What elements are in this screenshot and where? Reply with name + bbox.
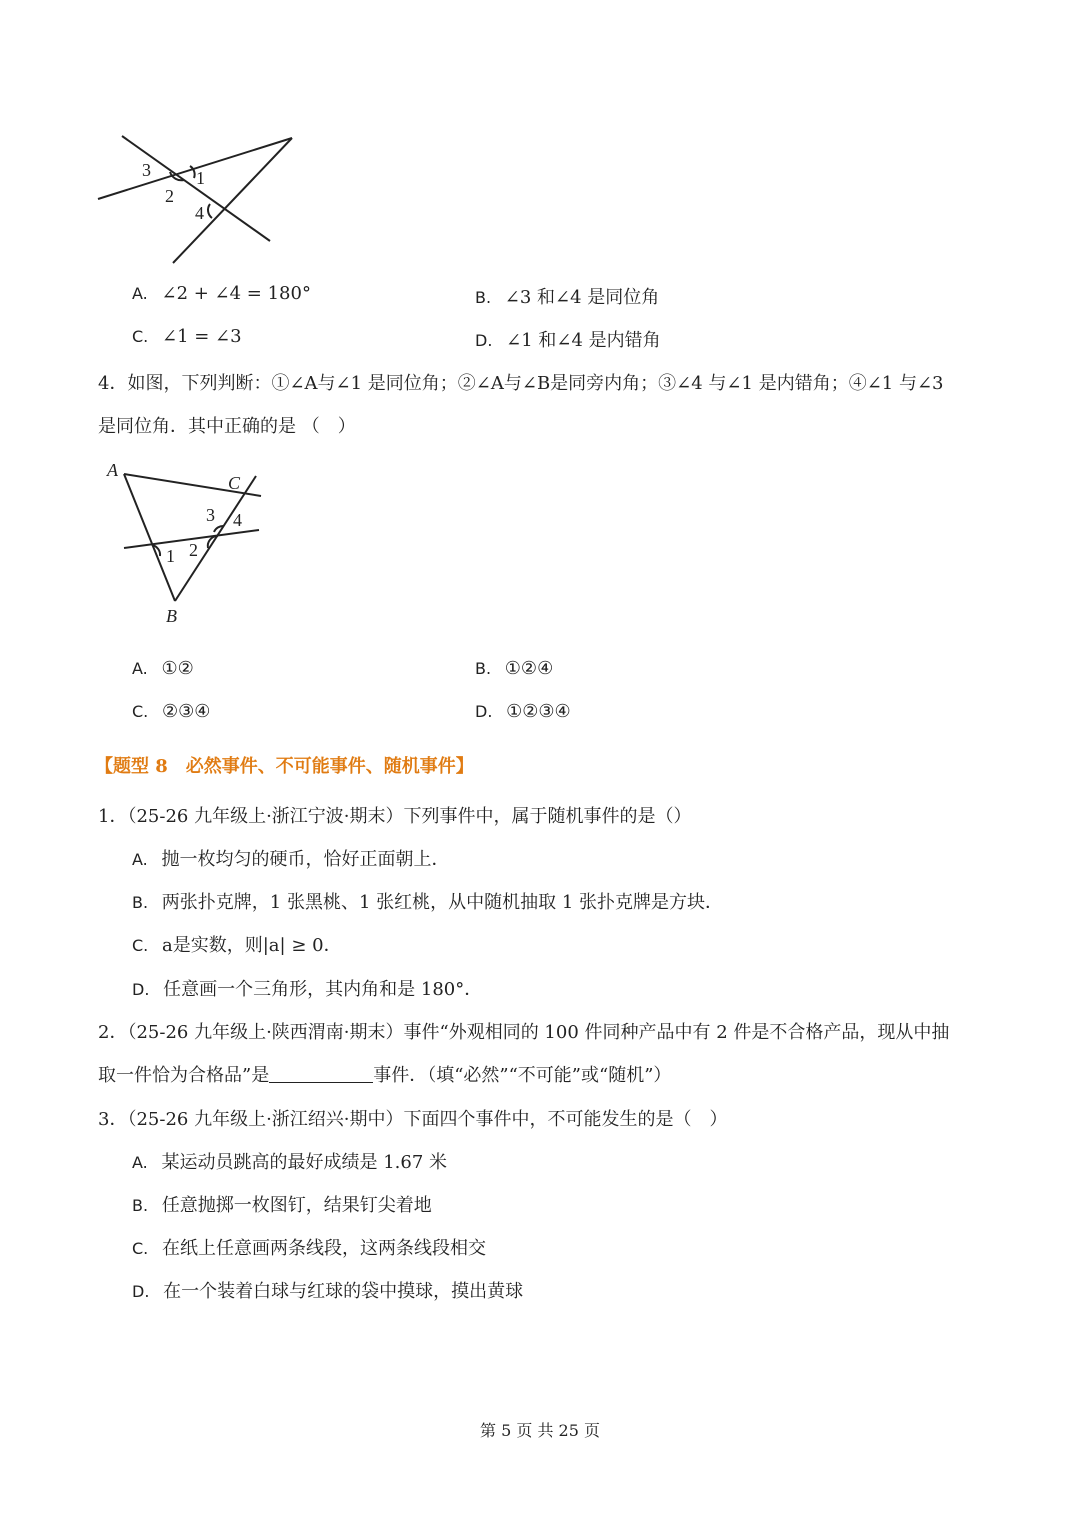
fig1-label-4: 4 (195, 203, 204, 223)
p3-option-d: D. 在一个装着白球与红球的袋中摸球，摸出黄球 (132, 1281, 524, 1302)
fig2-label-2: 2 (189, 540, 198, 560)
fig2-label-3: 3 (206, 505, 215, 525)
answer-blank[interactable] (269, 1064, 373, 1083)
p1-stem: 1．（25-26 九年级上·浙江宁波·期末）下列事件中，属于随机事件的是（） (98, 806, 692, 827)
fig2-line-ac (124, 474, 261, 496)
fig2-label-4: 4 (233, 510, 242, 530)
fig2-label-b: B (166, 606, 177, 626)
fig2-label-1: 1 (166, 546, 175, 566)
q3-option-a: A. ∠2 + ∠4 = 180° (132, 283, 311, 304)
q3-option-b: B. ∠3 和∠4 是同位角 (475, 287, 660, 308)
q3-option-c: C. ∠1 = ∠3 (132, 326, 242, 347)
q4-option-d: D. ①②③④ (475, 701, 571, 722)
fig2-line-ab (124, 474, 175, 601)
q4-stem-line1: 4．如图，下列判断：①∠A与∠1 是同位角；②∠A与∠B是同旁内角；③∠4 与∠1 是内错角；④∠1 与∠3 (98, 373, 944, 394)
fig1-label-3: 3 (142, 160, 151, 180)
q4-option-a: A. ①② (132, 658, 194, 679)
q4-option-b: B. ①②④ (475, 658, 554, 679)
fig2-line-bc (175, 476, 256, 601)
q3-option-d: D. ∠1 和∠4 是内错角 (475, 330, 661, 351)
p3-stem: 3．（25-26 九年级上·浙江绍兴·期中）下面四个事件中，不可能发生的是（ ） (98, 1109, 728, 1130)
p1-option-a: A. 抛一枚均匀的硬币，恰好正面朝上． (132, 849, 450, 870)
p2-line1: 2．（25-26 九年级上·陕西渭南·期末）事件“外观相同的 100 件同种产品中有 2 件是不合格产品，现从中抽 (98, 1022, 950, 1043)
p3-option-c: C. 在纸上任意画两条线段，这两条线段相交 (132, 1238, 486, 1259)
p1-option-b: B. 两张扑克牌，1 张黑桃、1 张红桃，从中随机抽取 1 张扑克牌是方块． (132, 892, 724, 913)
p1-option-c: C. a是实数，则|a| ≥ 0． (132, 935, 342, 956)
p2-line2: 取一件恰为合格品”是 事件．（填“必然”“不可能”或“随机”） (98, 1065, 672, 1086)
fig2-label-c: C (228, 473, 241, 493)
p1-option-d: D. 任意画一个三角形，其内角和是 180°． (132, 979, 483, 1000)
section-heading: 【题型 8 必然事件、不可能事件、随机事件】 (95, 756, 474, 777)
p3-option-b: B. 任意抛掷一枚图钉，结果钉尖着地 (132, 1195, 432, 1216)
p3-option-a: A. 某运动员跳高的最好成绩是 1.67 米 (132, 1152, 448, 1173)
fig1-label-1: 1 (196, 168, 205, 188)
page-footer: 第 5 页 共 25 页 (480, 1421, 600, 1440)
fig2-label-a: A (107, 460, 118, 480)
q4-option-c: C. ②③④ (132, 701, 211, 722)
q4-stem-line2: 是同位角．其中正确的是 （ ） (98, 416, 356, 437)
fig1-label-2: 2 (165, 186, 174, 206)
